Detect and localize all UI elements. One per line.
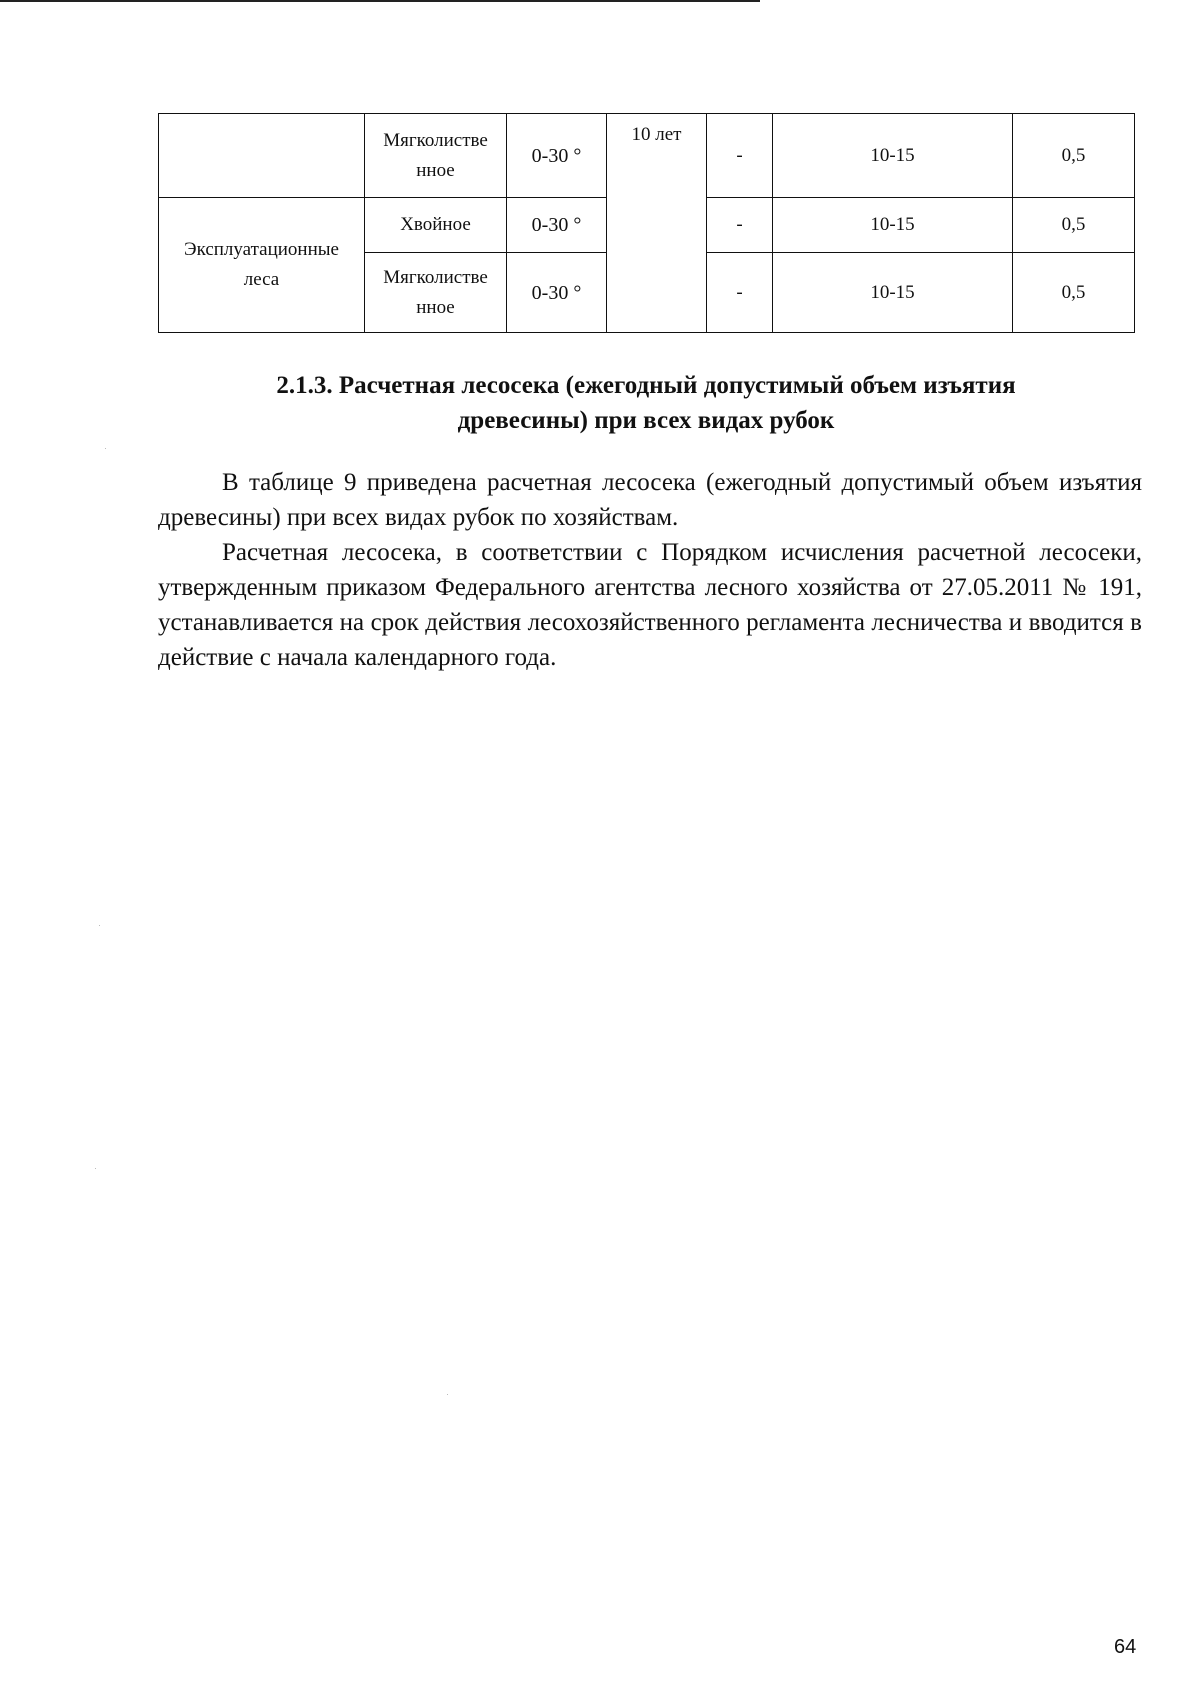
table-cell-col6: 10-15 <box>773 253 1013 333</box>
section-heading-line2: древесины) при всех видах рубок <box>457 407 835 434</box>
section-heading-line1: 2.1.3. Расчетная лесосека (ежегодный допустимый объем изъятия <box>276 372 1016 399</box>
table-cell-slope: 0-30 ° <box>507 253 607 333</box>
table-cell-col7: 0,5 <box>1013 253 1135 333</box>
scan-top-edge-line <box>0 0 760 2</box>
table-cell-col6: 10-15 <box>773 198 1013 253</box>
table-row <box>159 114 1135 198</box>
section-body <box>158 465 1142 675</box>
section-heading <box>158 368 1134 438</box>
table-cell-col5: - <box>707 114 773 198</box>
page-number: 64 <box>1114 1636 1137 1658</box>
table-cell-breed: Мягколистве нное <box>365 114 507 198</box>
table-cell-col5: - <box>707 198 773 253</box>
table-cell-breed: Мягколистве нное <box>365 253 507 333</box>
table-cell-col5: - <box>707 253 773 333</box>
table-cell-category: Эксплуатационные леса <box>159 198 365 333</box>
table-cell-breed: Хвойное <box>365 198 507 253</box>
cutting-parameters-table <box>158 113 1135 333</box>
table-cell-slope: 0-30 ° <box>507 198 607 253</box>
paragraph-regulation: Расчетная лесосека, в соответствии с Порядком исчисления расчетной лесосеки, утвержденным приказом Федерального агентства лесного хозяйства от 27.05.2011 № 191, устанавливается на срок действия лесохозяйственного регламента лесничества и вводится в действие с начала календарного года. <box>158 539 1142 671</box>
table-cell-col7: 0,5 <box>1013 114 1135 198</box>
table-cell-col6: 10-15 <box>773 114 1013 198</box>
table-cell-category-empty <box>159 114 365 198</box>
table-cell-col7: 0,5 <box>1013 198 1135 253</box>
paragraph-table-reference: В таблице 9 приведена расчетная лесосека (ежегодный допустимый объем изъятия древесины) при всех видах рубок по хозяйствам. <box>158 469 1142 531</box>
table-cell-period: 10 лет <box>607 114 707 333</box>
table-cell-slope: 0-30 ° <box>507 114 607 198</box>
